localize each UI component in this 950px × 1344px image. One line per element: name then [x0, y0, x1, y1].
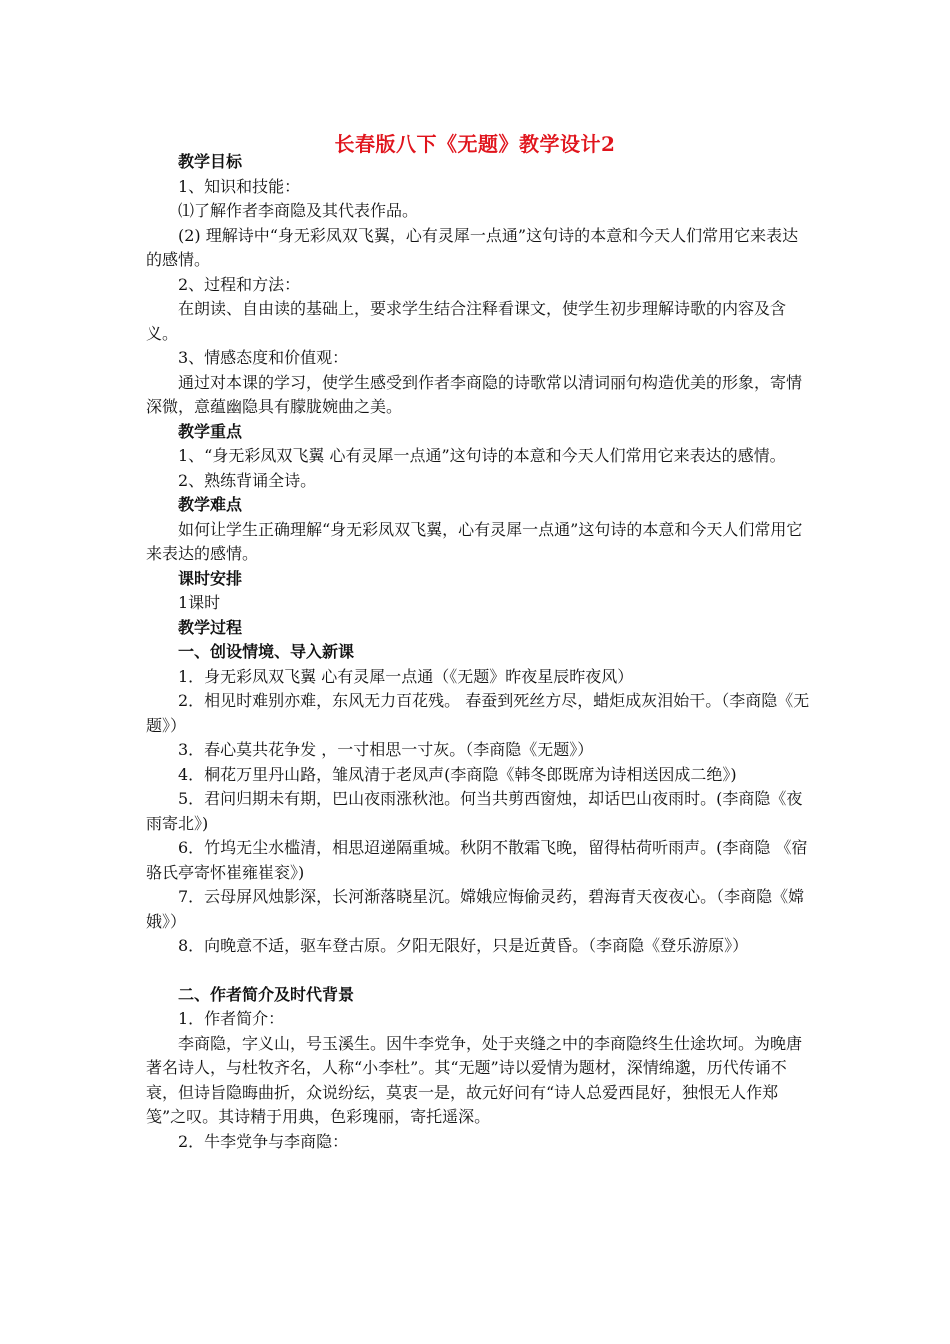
paragraph: 2．相见时难别亦难，东风无力百花残。 春蚕到死丝方尽，蜡炬成灰泪始干。（李商隐《无题》） — [146, 691, 810, 735]
paragraph: (2) 理解诗中“身无彩凤双飞翼，心有灵犀一点通”这句诗的本意和今天人们常用它来表达的感情。 — [146, 225, 799, 269]
paragraph: ⑴了解作者李商隐及其代表作品。 — [178, 201, 419, 220]
paragraph: 4．桐花万里丹山路，雏凤清于老凤声(李商隐《韩冬郎既席为诗相送因成二绝》) — [178, 764, 737, 784]
paragraph: 2、熟练背诵全诗。 — [178, 470, 317, 490]
section-heading: 一、创设情境、导入新课 — [178, 642, 355, 661]
section-heading: 教学难点 — [178, 495, 243, 514]
paragraph: 如何让学生正确理解“身无彩凤双飞翼，心有灵犀一点通”这句诗的本意和今天人们常用它来表达的感情。 — [146, 519, 803, 563]
paragraph: 1．作者简介： — [178, 1009, 285, 1028]
section-heading: 教学目标 — [178, 152, 243, 171]
document-body — [146, 150, 811, 1154]
paragraph: 2、过程和方法： — [178, 274, 301, 294]
paragraph: 3．春心莫共花争发 ，一寸相思一寸灰。（李商隐《无题》） — [178, 740, 594, 759]
section-heading: 课时安排 — [178, 568, 243, 588]
paragraph: 李商隐，字义山，号玉溪生。因牛李党争，处于夹缝之中的李商隐终生仕途坎坷。为晚唐著名诗人，与杜牧齐名，人称“小李杜”。其“无题”诗以爱情为题材，深情绵邈，历代传诵不衰，但诗旨隐晦曲折，众说纷纭，莫衷一是，故元好问有“诗人总爱西昆好，独恨无人作郑笺”之叹。其诗精于用典，色彩瑰丽，寄托遥深。 — [146, 1033, 803, 1126]
section-heading: 教学过程 — [178, 617, 243, 637]
section-heading: 教学重点 — [178, 421, 243, 441]
paragraph: 6．竹坞无尘水槛清，相思迢递隔重城。秋阴不散霜飞晚，留得枯荷听雨声。(李商隐 《宿骆氏亭寄怀崔雍崔衮》) — [146, 838, 808, 882]
paragraph-gap — [146, 959, 811, 983]
paragraph: 1．身无彩凤双飞翼 心有灵犀一点通（《无题》昨夜星辰昨夜风） — [178, 666, 634, 686]
paragraph: 8．向晚意不适，驱车登古原。夕阳无限好，只是近黄昏。（李商隐《登乐游原》） — [178, 936, 749, 955]
paragraph: 通过对本课的学习，使学生感受到作者李商隐的诗歌常以清词丽句构造优美的形象，寄情深微，意蕴幽隐具有朦胧婉曲之美。 — [146, 372, 803, 416]
paragraph: 1、“身无彩凤双飞翼 心有灵犀一点通”这句诗的本意和今天人们常用它来表达的感情。 — [178, 446, 786, 465]
paragraph: 2．牛李党争与李商隐： — [178, 1131, 349, 1151]
paragraph: 5．君问归期未有期，巴山夜雨涨秋池。何当共剪西窗烛，却话巴山夜雨时。(李商隐《夜雨寄北》) — [146, 789, 803, 833]
section-heading: 二、作者简介及时代背景 — [178, 984, 355, 1004]
paragraph: 1、知识和技能： — [178, 176, 301, 196]
document-title: 长春版八下《无题》教学设计2 — [334, 132, 616, 156]
paragraph: 7．云母屏风烛影深，长河渐落晓星沉。嫦娥应悔偷灵药，碧海青天夜夜心。（李商隐《嫦娥》） — [146, 887, 805, 931]
paragraph: 在朗读、自由读的基础上，要求学生结合注释看课文，使学生初步理解诗歌的内容及含义。 — [146, 299, 787, 343]
paragraph: 1课时 — [178, 593, 221, 612]
paragraph: 3、情感态度和价值观： — [178, 348, 349, 367]
